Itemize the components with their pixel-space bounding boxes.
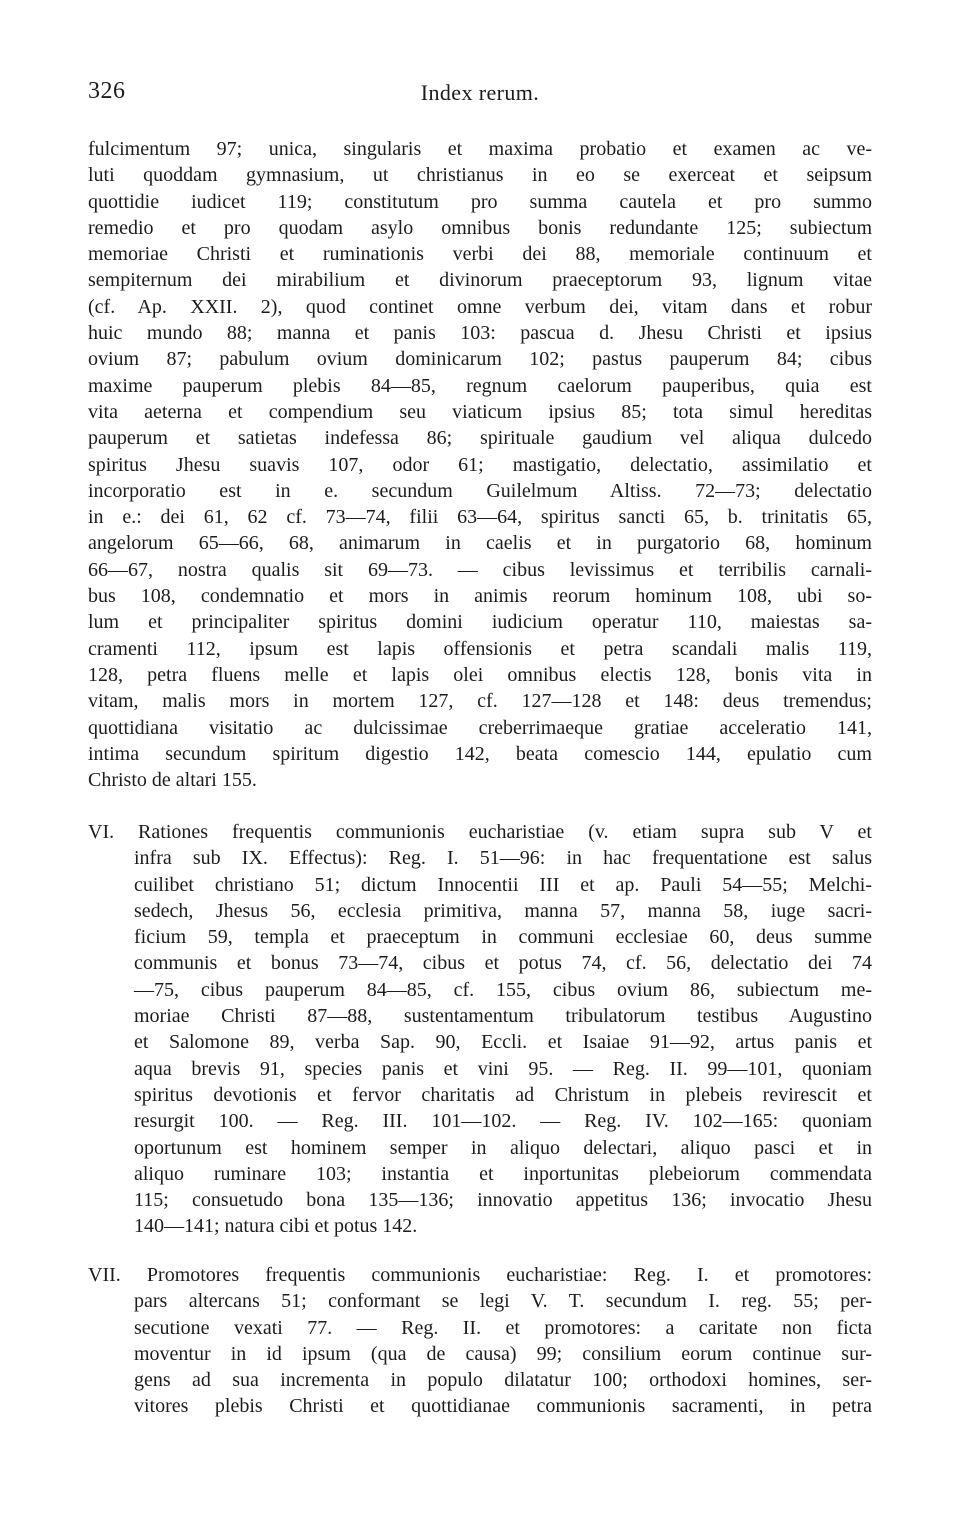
text-line: moriae Christi 87—88, sustentamentum tribulatorum testibus Augustino xyxy=(134,1005,872,1028)
text-line: 140—141; natura cibi et potus 142. xyxy=(134,1215,418,1238)
text-line: luti quoddam gymnasium, ut christianus in eo se exerceat et seipsum xyxy=(88,164,872,187)
text-line: resurgit 100. — Reg. III. 101—102. — Reg. IV. 102—165: quoniam xyxy=(134,1110,872,1133)
text-line: huic mundo 88; manna et panis 103: pascua d. Jhesu Christi et ipsius xyxy=(88,322,872,345)
text-line: spiritus devotionis et fervor charitatis ad Christum in plebeis revirescit et xyxy=(134,1083,872,1106)
text-line: sedech, Jhesus 56, ecclesia primitiva, manna 57, manna 58, iuge sacri- xyxy=(134,899,872,922)
text-line: —75, cibus pauperum 84—85, cf. 155, cibus ovium 86, subiectum me- xyxy=(134,978,872,1001)
index-entry-continued xyxy=(88,136,872,793)
text-line: spiritus Jhesu suavis 107, odor 61; mastigatio, delectatio, assimilatio et xyxy=(88,453,872,476)
index-section-vi xyxy=(88,819,872,1240)
text-line: infra sub IX. Effectus): Reg. I. 51—96: in hac frequentatione est salus xyxy=(134,847,872,870)
running-title: Index rerum. xyxy=(420,80,540,105)
text-line: bus 108, condemnatio et mors in animis reorum hominum 108, ubi so- xyxy=(88,585,872,608)
index-section-vii xyxy=(88,1262,872,1420)
text-line: gens ad sua incrementa in populo dilatatur 100; orthodoxi homines, ser- xyxy=(134,1369,872,1392)
text-line: 128, petra fluens melle et lapis olei omnibus electis 128, bonis vita in xyxy=(88,663,872,686)
text-line: quottidiana visitatio ac dulcissimae creberrimaeque gratiae acceleratio 141, xyxy=(88,716,872,739)
text-line: et Salomone 89, verba Sap. 90, Eccli. et Isaiae 91—92, artus panis et xyxy=(134,1031,872,1054)
text-line: quottidie iudicet 119; constitutum pro summa cautela et pro summo xyxy=(88,190,872,213)
text-line: lum et principaliter spiritus domini iudicium operatur 110, maiestas sa- xyxy=(88,611,872,634)
text-line: ficium 59, templa et praeceptum in communi ecclesiae 60, deus summe xyxy=(134,926,872,949)
text-line: moventur in id ipsum (qua de causa) 99; consilium eorum continue sur- xyxy=(134,1342,872,1365)
text-line: pars altercans 51; conformant se legi V. T. secundum I. reg. 55; per- xyxy=(134,1290,872,1313)
text-line: fulcimentum 97; unica, singularis et maxima probatio et examen ac ve- xyxy=(88,138,872,160)
text-line: incorporatio est in e. secundum Guilelmum Altiss. 72—73; delectatio xyxy=(88,479,872,502)
text-line: secutione vexati 77. — Reg. II. et promotores: a caritate non ficta xyxy=(134,1316,872,1339)
text-line: vitam, malis mors in mortem 127, cf. 127—128 et 148: deus tremendus; xyxy=(88,690,872,713)
text-line: 66—67, nostra qualis sit 69—73. — cibus levissimus et terribilis carnali- xyxy=(88,558,872,581)
text-line: in e.: dei 61, 62 cf. 73—74, filii 63—64, spiritus sancti 65, b. trinitatis 65, xyxy=(88,506,872,529)
text-line: oportunum est hominem semper in aliquo delectari, aliquo pasci et in xyxy=(134,1136,872,1159)
text-line: memoriae Christi et ruminationis verbi dei 88, memoriale continuum et xyxy=(88,243,872,266)
text-line: 115; consuetudo bona 135—136; innovatio appetitus 136; invocatio Jhesu xyxy=(134,1189,872,1212)
text-line: Christo de altari 155. xyxy=(88,769,257,792)
text-line: sempiternum dei mirabilium et divinorum praeceptorum 93, lignum vitae xyxy=(88,269,872,292)
text-line: cuilibet christiano 51; dictum Innocentii III et ap. Pauli 54—55; Melchi- xyxy=(134,873,872,896)
text-line: vita aeterna et compendium seu viaticum ipsius 85; tota simul hereditas xyxy=(88,400,872,423)
text-line: (cf. Ap. XXII. 2), quod continet omne verbum dei, vitam dans et robur xyxy=(88,295,872,318)
text-line: pauperum et satietas indefessa 86; spirituale gaudium vel aliqua dulcedo xyxy=(88,427,872,450)
text-line: intima secundum spiritum digestio 142, beata comescio 144, epulatio cum xyxy=(88,742,872,765)
text-line: ovium 87; pabulum ovium dominicarum 102; pastus pauperum 84; cibus xyxy=(88,348,872,371)
text-line: cramenti 112, ipsum est lapis offensionis et petra scandali malis 119, xyxy=(88,637,872,660)
text-line: communis et bonus 73—74, cibus et potus 74, cf. 56, delectatio dei 74 xyxy=(134,952,872,975)
text-line: remedio et pro quodam asylo omnibus bonis redundante 125; subiectum xyxy=(88,216,872,239)
text-line: maxime pauperum plebis 84—85, regnum caelorum pauperibus, quia est xyxy=(88,374,872,397)
text-line: VII. Promotores frequentis communionis eucharistiae: Reg. I. et promotores: xyxy=(88,1264,872,1286)
text-line: angelorum 65—66, 68, animarum in caelis et in purgatorio 68, hominum xyxy=(88,532,872,555)
text-line: aliquo ruminare 103; instantia et inportunitas plebeiorum commendata xyxy=(134,1162,872,1185)
text-line: aqua brevis 91, species panis et vini 95. — Reg. II. 99—101, quoniam xyxy=(134,1057,872,1080)
text-line: vitores plebis Christi et quottidianae communionis sacramenti, in petra xyxy=(134,1395,872,1418)
text-line: VI. Rationes frequentis communionis eucharistiae (v. etiam supra sub V et xyxy=(88,821,872,843)
page-number: 326 xyxy=(88,78,126,104)
